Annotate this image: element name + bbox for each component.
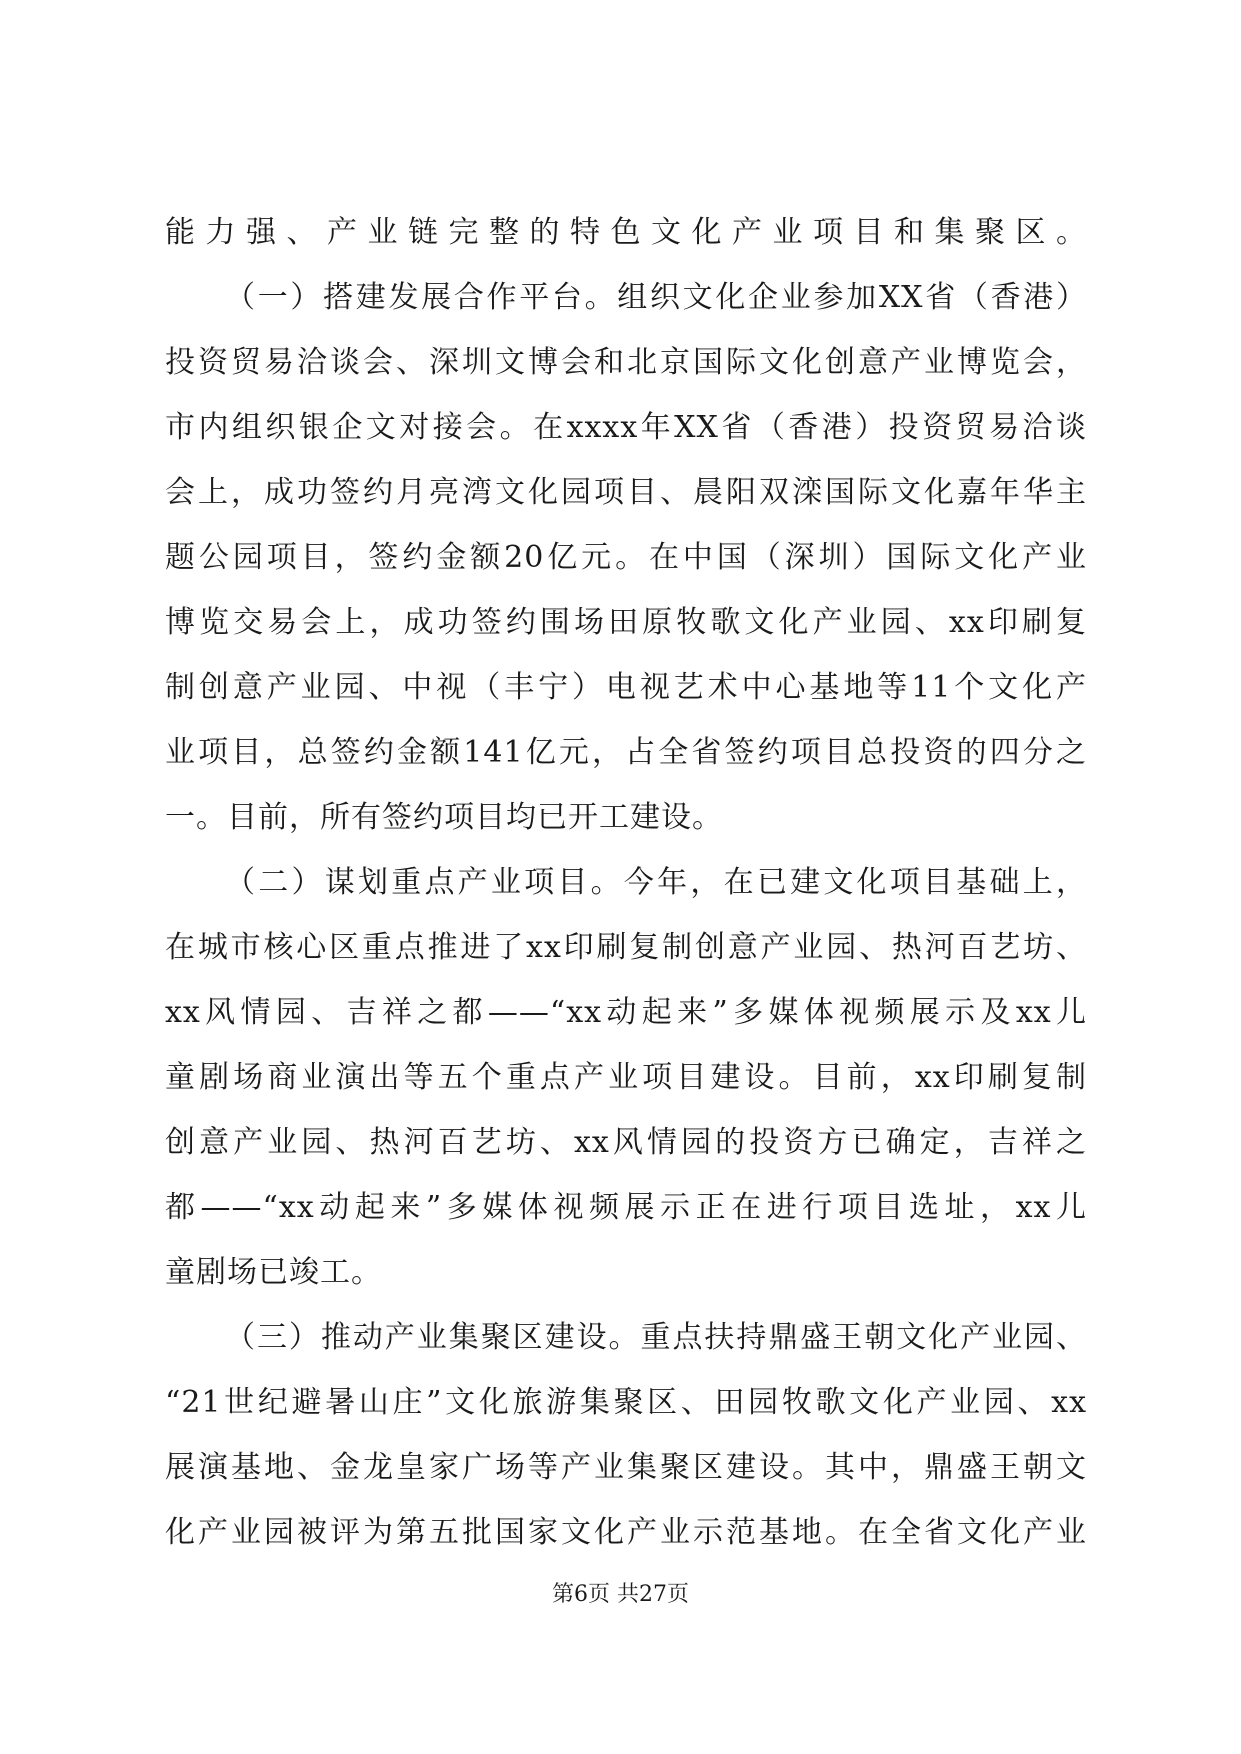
text-line: xx风情园、吉祥之都——“xx动起来”多媒体视频展示及xx儿	[165, 995, 1087, 1030]
text-line: “21世纪避暑山庄”文化旅游集聚区、田园牧歌文化产业园、xx	[165, 1385, 1087, 1420]
text-line: 题公园项目，签约金额20亿元。在中国（深圳）国际文化产业	[165, 540, 1087, 575]
text-line: 博览交易会上，成功签约围场田原牧歌文化产业园、xx印刷复	[165, 605, 1087, 640]
body-text	[165, 200, 1087, 1565]
text-line: 化产业园被评为第五批国家文化产业示范基地。在全省文化产业	[165, 1515, 1087, 1550]
text-line: 能力强、产业链完整的特色文化产业项目和集聚区。	[165, 215, 1087, 250]
text-line: 一。目前，所有签约项目均已开工建设。	[165, 800, 723, 835]
paragraph-heading-line: （三）推动产业集聚区建设。重点扶持鼎盛王朝文化产业园、	[225, 1320, 1087, 1355]
text-line: 制创意产业园、中视（丰宁）电视艺术中心基地等11个文化产	[165, 670, 1087, 705]
text-line: 展演基地、金龙皇家广场等产业集聚区建设。其中，鼎盛王朝文	[165, 1450, 1087, 1485]
text-line: 投资贸易洽谈会、深圳文博会和北京国际文化创意产业博览会，	[165, 345, 1087, 380]
text-line: 在城市核心区重点推进了xx印刷复制创意产业园、热河百艺坊、	[165, 930, 1087, 965]
paragraph-heading-line: （一）搭建发展合作平台。组织文化企业参加XX省（香港）	[225, 280, 1087, 315]
text-line: 业项目，总签约金额141亿元，占全省签约项目总投资的四分之	[165, 735, 1087, 770]
text-line: 童剧场商业演出等五个重点产业项目建设。目前，xx印刷复制	[165, 1060, 1087, 1095]
text-line: 会上，成功签约月亮湾文化园项目、晨阳双滦国际文化嘉年华主	[165, 475, 1087, 510]
page-number-footer: 第6页 共27页	[552, 1582, 689, 1607]
text-line: 童剧场已竣工。	[165, 1255, 382, 1290]
text-line: 市内组织银企文对接会。在xxxx年XX省（香港）投资贸易洽谈	[165, 410, 1087, 445]
paragraph-heading-line: （二）谋划重点产业项目。今年，在已建文化项目基础上，	[225, 865, 1087, 900]
text-line: 创意产业园、热河百艺坊、xx风情园的投资方已确定，吉祥之	[165, 1125, 1087, 1160]
text-line: 都——“xx动起来”多媒体视频展示正在进行项目选址，xx儿	[165, 1190, 1087, 1225]
